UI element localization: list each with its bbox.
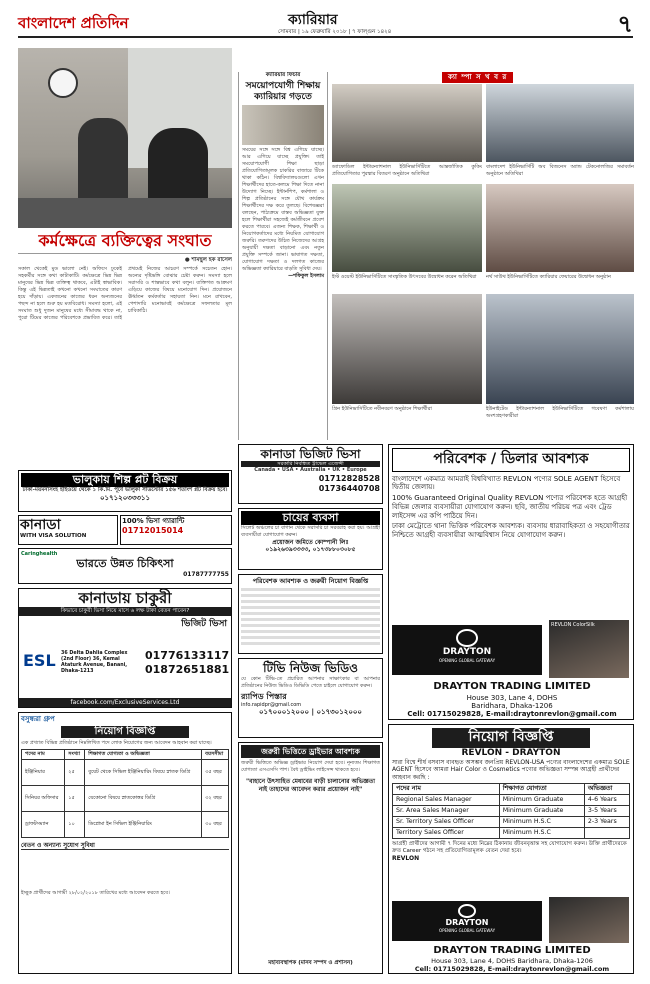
bashundhara-group: বসুন্ধরা গ্রুপ	[21, 715, 55, 723]
revlon-dealer-body-1: বাংলাদেশে একমাত্র আমরাই বিশ্ববিখ্যাত REVLON পণ্যের SOLE AGENT হিসেবে দ্বিতীয় জেলায়।	[392, 474, 621, 492]
revlon-dealer-body-3: ঢাকা মেট্রোতে থানা ভিত্তিক পরিবেশক আবশ্যক। ব্যবসায় ধারাবাহিকতা ও সহযোগীতার নিশ্চিতে আগ্রহী ব্যবসায়ীরা আত্মবিশ্বাস নিয়ে যোগাযোগ করুন।	[392, 522, 630, 539]
drayton-logo-tag: OPENING GLOBAL GATEWAY	[438, 658, 496, 664]
table-row	[22, 759, 229, 785]
table-header: শিক্ষাগত যোগ্যতা	[499, 784, 584, 795]
esl-address: 36 Delta Dahlia Complex (2nd Floor) 36, Kemal Ataturk Avenue, Banani, Dhaka-1213	[61, 651, 128, 674]
revlon-jobs-company: DRAYTON TRADING LIMITED	[433, 945, 591, 956]
drayton-logo-name: DRAYTON	[442, 647, 492, 657]
feature-headline: সময়োপযোগী শিক্ষায় ক্যারিয়ার গড়তে	[245, 80, 321, 102]
revlon-product-image	[549, 620, 629, 678]
table-cell: Territory Sales Officer	[393, 827, 500, 838]
issue-date: সোমবার | ১৯ ফেব্রুয়ারি ২০১৮ | ৭ ফাল্গুন ১৪২৪	[278, 29, 392, 35]
revlon-jobs-table	[392, 783, 630, 838]
campus-caption-1: ড্যাফোডিল ইন্টারন্যাশনাল ইউনিভার্সিটিতে আন্তর্জাতিক কুকিং প্রতিযোগিতার পুরস্কার বিতরণ অনুষ্ঠানে অতিথিরা	[332, 164, 482, 177]
canada-visa-ad	[238, 444, 383, 504]
campus-photo-3	[332, 184, 482, 272]
revlon-jobs-ad	[388, 724, 634, 974]
campus-caption-3: ইস্ট ওয়েস্ট ইউনিভার্সিটিতে সাংস্কৃতিক উৎসবের উদ্বোধন করেন অতিথিরা	[332, 274, 477, 280]
tv-news-brand: র‍্যাপিড পিস্তার	[241, 692, 287, 701]
table-cell	[584, 827, 629, 838]
campus-photo-5	[332, 294, 482, 404]
page-number: ৭	[617, 10, 633, 38]
table-cell: ৩২ বছর	[202, 785, 229, 811]
table-row	[22, 811, 229, 837]
feature-kicker: ক্যারিয়ার ফিচার	[265, 72, 301, 78]
tv-news-ad	[238, 658, 383, 738]
bashundhara-ad	[18, 712, 232, 974]
hospital-name: ভারতে উন্নত চিকিৎসা	[76, 557, 174, 571]
tea-business-body: সিলেট অঞ্চলের চা বাগান থেকে সরাসরি চা সরবরাহ করা হয়। আগ্রহী ব্যবসায়ীরা যোগাযোগ করুন।	[241, 524, 380, 538]
canada-job-sub: কিভাবে চাকুরী ভিসা নিয়ে মাসে ৬ লক্ষ টাকা বেতন পাবেন?	[19, 607, 231, 616]
canada-guarantee-ad	[120, 515, 232, 545]
table-cell: 3-5 Years	[584, 805, 629, 816]
tv-news-title: টিভি নিউজ ভিডিও	[263, 661, 358, 675]
table-cell: Sr. Territory Sales Officer	[393, 816, 500, 827]
lead-byline: ● শামছুল হক রাসেল	[184, 257, 232, 263]
table-cell: ডিপ্লোমা ইন সিভিল ইঞ্জিনিয়ারিং	[85, 811, 202, 837]
table-row	[22, 785, 229, 811]
feature-body: সময়ের সঙ্গে সঙ্গে বিশ্ব এগিয়ে যাচ্ছে। আর এগিয়ে যাচ্ছে প্রযুক্তি। তাই সময়োপযোগী শিক্ষা ছাড়া প্রতিযোগিতামূলক চাকরির বাজারে টিকে থাকা কঠিন। বিশ্ববিদ্যালয়গুলো এখন শিক্ষার্থীদের হাতে-কলমে শিক্ষা দিতে নানা উদ্যোগ নিচ্ছে। ইন্টার্নশিপ, কর্মশালা ও শিল্প প্রতিষ্ঠানের সঙ্গে যৌথ কার্যক্রম শিক্ষার্থীদের দক্ষ করে তুলছে। বিশেষজ্ঞরা বলছেন, পাঠ্যক্রমে বাস্তব অভিজ্ঞতা যুক্ত হলে শিক্ষার্থীরা সহজেই কর্মজীবনে প্রবেশ করতে পারবে। এজন্য শিক্ষক, শিক্ষার্থী ও নিয়োগকর্তাদের মধ্যে নিয়মিত যোগাযোগ জরুরি। তরুণদের উচিত নিজেদের আগ্রহ অনুযায়ী দক্ষতা বাড়ানো এবং নতুন প্রযুক্তি সম্পর্কে জানা। ভাষাগত দক্ষতা, যোগাযোগ দক্ষতা ও দলগত কাজের অভিজ্ঞতা ক্যারিয়ারে বাড়তি সুবিধা দেয়।	[242, 146, 324, 272]
canada-small-brand: কানাডা	[20, 517, 61, 533]
family-job-title: পরিবেশক আবশ্যক ও জরুরী নিয়োগ বিজ্ঞপ্তি	[252, 577, 369, 585]
land-sale-ad	[18, 470, 232, 512]
newspaper-brand: বাংলাদেশ প্রতিদিন	[18, 14, 129, 32]
land-sale-body: ঢাকা-ময়মনসিংহ হাইওয়ে থেকে ১ কি.মি. পূর্বে ভালুকা সীডস্টোর ১৫৬ শতাংশ প্লট বিক্রয় হবে।	[22, 486, 228, 493]
drayton-logo-tag: OPENING GLOBAL GATEWAY	[438, 928, 496, 933]
clock-icon	[48, 68, 78, 98]
campus-news	[332, 72, 634, 442]
table-cell: Minimum Graduate	[499, 805, 584, 816]
table-cell: সিনিয়র অফিসার	[22, 785, 65, 811]
bashundhara-table	[21, 749, 229, 837]
driver-ad	[238, 742, 383, 974]
visa-solution-label: WITH VISA SOLUTION	[20, 533, 87, 539]
visa-phone: 01712015014	[122, 525, 184, 535]
visit-visa-label: ভিজিট ভিসা	[181, 618, 227, 629]
tv-news-body: যে কোন টিভি-তে প্রচারিত আপনার সাক্ষাৎকার বা আপনার প্রতিষ্ঠানের নিউজ ভিডিও ডিভিডি পেতে চাইলে যোগাযোগ করুন।	[241, 676, 380, 689]
table-row	[393, 805, 630, 816]
esl-logo: ESL	[23, 651, 56, 670]
tea-business-title: চায়ের ব্যবসা	[241, 511, 380, 525]
land-sale-phone: ০১৭১২০৩৩৩১১	[99, 493, 151, 502]
esl-phone-2: 01872651881	[145, 663, 230, 676]
table-cell: Regional Sales Manager	[393, 795, 500, 806]
driver-ad-address: মহাব্যবস্থাপক (মানব সম্পদ ও প্রশাসন)	[268, 960, 353, 967]
campus-caption-2: বাংলাদেশ ইউনিভার্সিটি অব বিজনেস অ্যান্ড টেকনোলজির সমাবর্তন অনুষ্ঠানে অতিথিরা	[486, 164, 634, 177]
family-job-photo	[241, 587, 380, 645]
table-row	[393, 827, 630, 838]
bashundhara-benefits-title: বেতন ও অন্যান্য সুযোগ সুবিধা	[21, 842, 229, 851]
hospital-phone: 01787777755	[183, 571, 229, 578]
family-job-ad	[238, 574, 383, 654]
desk-shape	[18, 198, 232, 228]
canada-job-title: কানাডায় চাকুরী	[78, 589, 172, 607]
table-row	[393, 816, 630, 827]
feature-photo	[242, 105, 324, 145]
campus-caption-4: নর্থ সাউথ ইউনিভার্সিটিতে ক্যারিয়ার ফেয়ারের উদ্বোধন অনুষ্ঠান	[486, 274, 611, 280]
lead-headline-box	[18, 230, 232, 254]
table-cell: ড্রাফটসম্যান	[22, 811, 65, 837]
table-header: সংখ্যা	[65, 750, 85, 759]
canada-visa-phone-1: 01712828528	[318, 474, 380, 484]
campus-caption-6: ইউনাইটেড ইন্টারন্যাশনাল ইউনিভার্সিটিতে গবেষণা কর্মশালায় অংশগ্রহণকারীরা	[486, 406, 634, 419]
revlon-dealer-ad	[388, 444, 634, 720]
table-cell: যেকোনো বিষয়ে স্নাতকোত্তর ডিগ্রি	[85, 785, 202, 811]
table-cell: 4-6 Years	[584, 795, 629, 806]
revlon-jobs-subtitle: REVLON - DRAYTON	[461, 747, 561, 758]
feature-signoff: —শফিকুল ইসলাম	[288, 272, 324, 279]
table-header: বয়সসীমা	[202, 750, 229, 759]
table-cell: Minimum H.S.C	[499, 827, 584, 838]
drayton-logo-icon	[458, 904, 476, 918]
campus-photo-6	[486, 294, 634, 404]
campus-news-label: ক্যা ম্পা স খ ব র	[442, 72, 513, 83]
tea-business-ad	[238, 508, 383, 570]
driver-ad-title: জরুরী ভিত্তিতে ড্রাইভার আবশ্যক	[241, 745, 380, 758]
driver-ad-body: জরুরী ভিত্তিতে অভিজ্ঞ ড্রাইভার নিয়োগ দেয়া হবে। নূন্যতম শিক্ষাগত যোগ্যতা এসএসসি পাশ। বৈধ ড্রাইভিং লাইসেন্স থাকতে হবে।	[241, 760, 380, 774]
lead-body-text: সকাল থেকেই মুড ভালো নেই। অফিসে ঢুকেই সহকর্মীর সঙ্গে কথা কাটাকাটি। কর্মক্ষেত্রে ভিন্ন ভিন্ন মানুষের ভিন্ন ভিন্ন ব্যক্তিত্ব থাকবে, এটাই স্বাভাবিক। কিন্তু এই ভিন্নতাই কখনো কখনো সংঘাতের কারণ হয়ে দাঁড়ায়। একজনের কাজের ধরন অন্যজনের পছন্দ না হলে শুরু হয় মতবিরোধ। সমস্যা হলো, এই সংঘাত শুধু দুজন মানুষের মধ্যে সীমাবদ্ধ থাকে না, পুরো টিমের কাজের পরিবেশকে প্রভাবিত করে। তাই প্রথমেই নিজের আচরণ সম্পর্কে সচেতন হোন। অন্যের দৃষ্টিভঙ্গি বোঝার চেষ্টা করুন। সমস্যা হলে সরাসরি ও শান্তভাবে কথা বলুন। ব্যক্তিগত আক্রমণ এড়িয়ে কাজের বিষয়ে মনোযোগ দিন। প্রয়োজনে ঊর্ধ্বতন কর্মকর্তার সহায়তা নিন। মনে রাখবেন, পেশাদারি মনোভাবই কর্মক্ষেত্রে সফলতার মূল চাবিকাঠি।	[18, 266, 232, 321]
driver-ad-quote: "বাহানে উৎসাহিত মেধাবের বাড়ী চালানোর অভিজ্ঞতা নাই তাহাদের আবেদন করার প্রয়োজন নাই"	[245, 778, 376, 793]
campus-photo-1	[332, 84, 482, 162]
revlon-dealer-address: House 303, Lane 4, DOHS	[466, 694, 558, 702]
drayton-logo-block	[392, 901, 542, 941]
table-cell: বুয়েট থেকে সিভিল ইঞ্জিনিয়ারিং বিষয়ে স্নাতক ডিগ্রি	[85, 759, 202, 785]
tea-business-subhead: প্রয়োজন জমিতে কোম্পানী লিঃ	[272, 538, 349, 546]
esl-phone-1: 01776133117	[145, 649, 230, 662]
table-row	[393, 795, 630, 806]
canada-small-ad	[18, 515, 118, 545]
table-header: অভিজ্ঞতা	[584, 784, 629, 795]
table-header: শিক্ষাগত যোগ্যতা ও অভিজ্ঞতা	[85, 750, 202, 759]
masthead	[18, 12, 633, 38]
canada-job-ad	[18, 588, 232, 708]
canada-visa-title: কানাডা ভিজিট ভিসা	[260, 447, 361, 461]
tv-news-email: info.rapidpr@gmail.com	[241, 702, 302, 708]
bashundhara-intro: এক প্রখ্যাত বিভিন্ন প্রতিষ্ঠানে নিম্নলিখিত পদে লোক নিয়োগের জন্য আবেদন আহবান করা যাচ্ছে।	[21, 740, 212, 747]
revlon-jobs-title: নিয়োগ বিজ্ঞপ্তি	[432, 728, 590, 748]
table-cell: ৩৫ বছর	[202, 759, 229, 785]
drayton-logo-name: DRAYTON	[445, 918, 489, 927]
table-header: পদের নাম	[22, 750, 65, 759]
drayton-logo-icon	[456, 629, 478, 647]
canada-small-sub: 100% ভিসা গ্যারান্টি	[122, 517, 185, 525]
revlon-dealer-cell: Cell: 01715029828, E-mail:draytonrevlon@gmail.com	[407, 710, 617, 718]
table-cell: 2-3 Years	[584, 816, 629, 827]
revlon-dealer-address-2: Baridhara, Dhaka-1206	[471, 702, 553, 710]
feature-column	[238, 72, 328, 440]
lead-headline: কর্মক্ষেত্রে ব্যক্তিত্বের সংঘাত	[38, 231, 212, 250]
table-cell: ১৫	[65, 785, 85, 811]
hospital-ad	[18, 548, 232, 584]
table-cell: Minimum Graduate	[499, 795, 584, 806]
revlon-dealer-title: পরিবেশক / ডিলার আবশ্যক	[392, 448, 630, 472]
lead-body	[18, 257, 232, 465]
revlon-dealer-body-2: 100% Guaranteed Original Quality REVLON পণ্যের পরিবেশক হতে আগ্রহী বিভিন্ন জেলার ব্যবসায়ীরা যোগাযোগ করুন। ছবি, জাতীয় পরিচয় পত্র এবং ট্রেড লাইসেন্স এর কপি পাঠিয়ে দিন।	[392, 494, 628, 520]
table-cell: Minimum H.S.C	[499, 816, 584, 827]
canada-visa-subtitle: সরকারি নিবন্ধিত ট্রাভেল এজেন্সী	[241, 461, 380, 467]
canada-visa-phone-2: 01736440708	[318, 484, 380, 494]
campus-photo-2	[486, 84, 634, 162]
table-cell: ইঞ্জিনিয়ার	[22, 759, 65, 785]
tea-business-phones: ০১৯২৬৩৯৩৩৩৩, ০১৭৩৮৮০৩০৮৫	[265, 546, 356, 554]
table-cell: ১০	[65, 811, 85, 837]
revlon-jobs-footer-brand: REVLON	[392, 854, 420, 862]
section-title: ক্যারিয়ার	[288, 12, 338, 28]
revlon-dealer-company: DRAYTON TRADING LIMITED	[433, 681, 591, 692]
person-silhouette-icon	[78, 118, 128, 208]
esl-facebook: facebook.com/ExclusiveServices.Ltd	[19, 698, 231, 708]
hospital-sub: Caringhealth	[21, 551, 58, 557]
revlon-jobs-address: House 303, Lane 4, DOHS Baridhara, Dhaka-1206	[431, 957, 593, 965]
campus-caption-5: গ্রিন ইউনিভার্সিটিতে নবীনবরণ অনুষ্ঠানে শিক্ষার্থীরা	[332, 406, 432, 412]
bashundhara-title: নিয়োগ বিজ্ঞপ্তি	[61, 726, 189, 739]
table-header: পদের নাম	[393, 784, 500, 795]
table-cell: ২৫	[65, 759, 85, 785]
revlon-jobs-intro: সারা বিশ্বে শীর্ষ বসবাস ব্যবহৃত অসম্ভব জনপ্রিয় REVLON-USA পণ্যের বাংলাদেশের একমাত্র SOLE AGENT হিসেবে আমরা Hair Color ও Cosmetics পণ্যের অভিজ্ঞতা সম্পন্ন আগ্রহী প্রার্থীদের আহবান করছি :	[392, 758, 630, 781]
revlon-jobs-cell: Cell: 01715029828, E-mail:draytonrevlon@gmail.com	[414, 965, 610, 973]
tv-news-phones: ০১৭০০০১২০০০ | ০১৭৩০১২০০০	[259, 708, 362, 717]
land-sale-title: ভালুকায় শিল্প প্লট বিক্রয়	[21, 473, 229, 487]
lead-photo	[18, 48, 232, 228]
canada-visa-countries: Canada • USA • Australia • UK • Europe	[254, 467, 367, 474]
bashundhara-footer: ইচ্ছুক প্রার্থীদের আগামী ২৮/০২/২০১৮ তারিখের মধ্যে আবেদন করতে হবে।	[21, 890, 170, 896]
table-cell: ৩০ বছর	[202, 811, 229, 837]
revlon-product-label: REVLON ColorSilk	[551, 622, 595, 628]
revlon-jobs-product-image	[549, 897, 629, 943]
campus-photo-4	[486, 184, 634, 272]
table-cell: Sr. Area Sales Manager	[393, 805, 500, 816]
drayton-logo-block	[392, 625, 542, 675]
revlon-jobs-footer: আগ্রহী প্রার্থীদের আগামী ৭ দিনের মধ্যে নিম্নের ঠিকানায় জীবনবৃত্তান্ত সহ যোগাযোগ করুন। উক্তি প্রার্থীদেরকে দ্রুত Career গঠনে সহ প্রতিযোগিতামূলক বেতন দেয়া হবে।	[392, 840, 627, 854]
